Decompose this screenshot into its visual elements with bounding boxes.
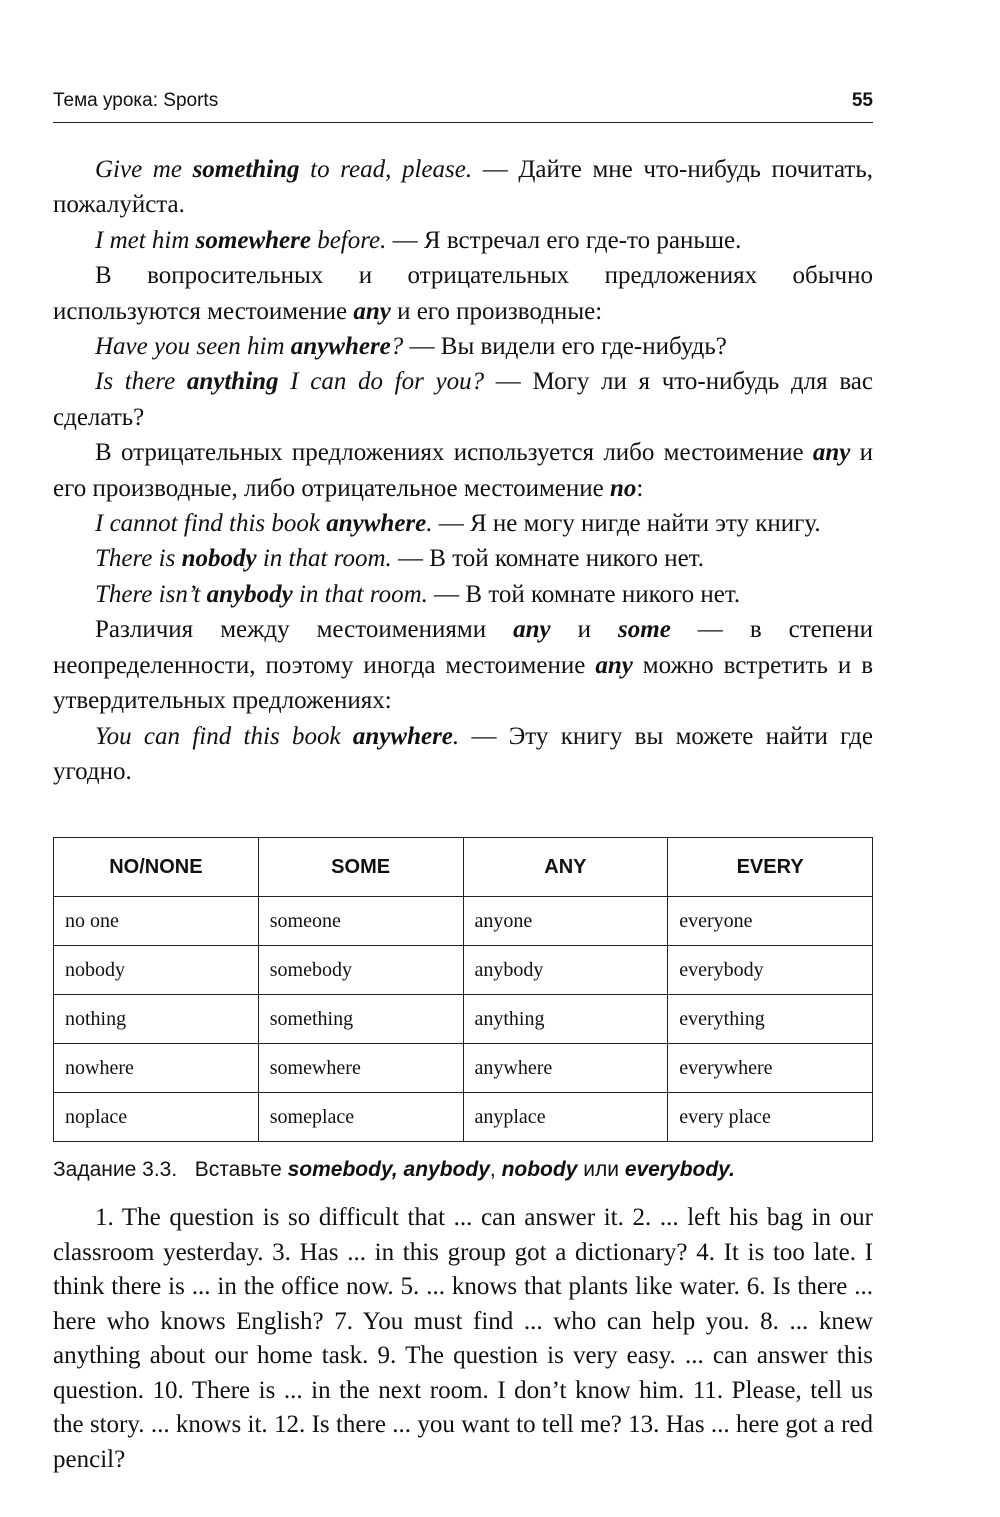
example-something: Give me something to read, please. — Дайте мне что-нибудь почитать, пожалуйста. [53,156,873,219]
table-cell: anyone [463,897,668,946]
table-cell: someplace [258,1093,463,1142]
table-cell: something [258,995,463,1044]
table-cell: somewhere [258,1044,463,1093]
rule-negatives: В отрицательных предложениях используется либо местоимение any и его производные, либо отрицательное местоимение no: [53,439,873,502]
page-header [53,88,873,123]
table-row [54,1044,873,1093]
table-row [54,995,873,1044]
task-word: anybody [403,1158,490,1181]
page-number: 55 [851,90,873,111]
task-or: или [583,1158,619,1181]
task-word: nobody [501,1158,578,1181]
table-cell: every place [668,1093,873,1142]
example-anywhere-question: Have you seen him anywhere? — Вы видели его где-нибудь? [95,333,727,361]
example-anywhere-affirmative: You can find this book anywhere. — Эту книгу вы можете найти где угодно. [53,722,873,785]
task-word: everybody. [624,1158,735,1181]
table-row [54,897,873,946]
example-anything: Is there anything I can do for you? — Могу ли я что-нибудь для вас сделать? [53,368,873,431]
lesson-title: Тема урока: Sports [53,90,219,111]
table-cell: nobody [54,946,259,995]
table-cell: noplace [54,1093,259,1142]
example-anybody: There isn’t anybody in that room. — В той комнате никого нет. [95,580,741,608]
exercise-text: 1. The question is so difficult that ... can answer it. 2. ... left his bag in our classroom yesterday. 3. Has ... in this group got a dictionary? 4. It is too late. I think there is ... in the office now. 5. ... knows that plants like water. 6. Is there ... here who knows English? 7. You must find ... who can help you. 8. ... knew anything about our home task. 9. The question is very easy. ... can answer this question. 10. There is ... in the next room. I don’t know him. 11. Please, tell us the story. ... knows it. 12. Is there ... you want to tell me? 13. Has ... here got a red pencil? [53,1204,873,1473]
table-row [54,946,873,995]
example-cannot-find: I cannot find this book anywhere. — Я не могу нигде найти эту книгу. [95,510,821,538]
column-header: ANY [463,838,668,897]
table-cell: nothing [54,995,259,1044]
table-cell: no one [54,897,259,946]
column-header: NO/NONE [54,838,259,897]
table-cell: anyplace [463,1093,668,1142]
table-cell: somebody [258,946,463,995]
table-cell: someone [258,897,463,946]
example-somewhere: I met him somewhere before. — Я встречал его где-то раньше. [95,226,742,254]
table-header-row [54,838,873,897]
table-cell: anything [463,995,668,1044]
column-header: EVERY [668,838,873,897]
task-word: somebody [287,1158,392,1181]
column-header: SOME [258,838,463,897]
table-cell: everywhere [668,1044,873,1093]
pronoun-table [53,837,873,1142]
task-instruction: Вставьте [194,1158,282,1181]
task-label: Задание 3.3. [53,1158,178,1181]
table-cell: anywhere [463,1044,668,1093]
rule-questions-negatives: В вопросительных и отрицательных предложениях обычно используются местоимение any и его производные: [53,262,873,325]
table-cell: everything [668,995,873,1044]
table-cell: nowhere [54,1044,259,1093]
rule-any-some-difference: Различия между местоимениями any и some — в степени неопределенности, поэтому иногда местоимение any можно встретить и в утвердительных предложениях: [53,616,874,715]
table-cell: everybody [668,946,873,995]
task-heading: Задание 3.3. Вставьте somebody, anybody, nobody или everybody. [53,1158,735,1181]
lesson-body [53,152,873,789]
example-nobody: There is nobody in that room. — В той комнате никого нет. [95,545,705,573]
table-row [54,1093,873,1142]
table-cell: everyone [668,897,873,946]
table-cell: anybody [463,946,668,995]
